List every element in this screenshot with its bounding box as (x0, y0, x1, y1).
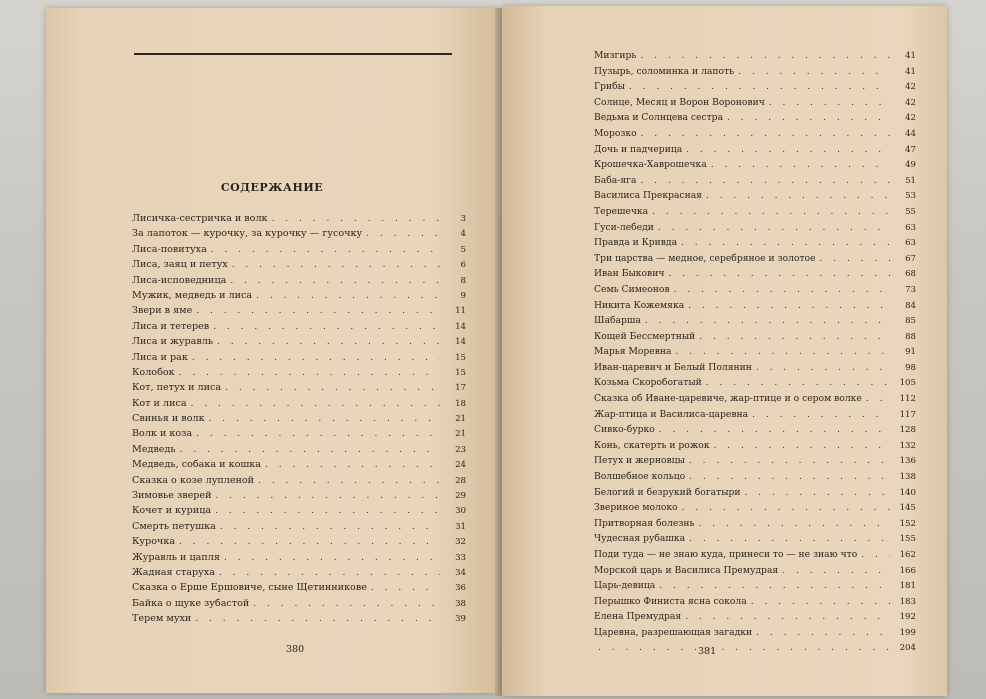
toc-entry-page: 85 (905, 316, 916, 327)
toc-leader-dots (682, 501, 890, 517)
toc-leader-dots (640, 174, 890, 190)
toc-entry-title: Сказка о козе лупленой (132, 474, 255, 486)
toc-entry (132, 303, 466, 318)
toc-leader-dots (689, 470, 890, 486)
toc-entry-title: Терем мухи (132, 613, 192, 625)
toc-entry (594, 266, 916, 282)
toc-entry-title: Звери в яме (132, 305, 193, 317)
toc-entry-page: 28 (455, 475, 466, 486)
toc-entry-page: 30 (455, 506, 466, 517)
toc-entry-title: Кощей Бессмертный (594, 330, 696, 342)
toc-entry-page: 73 (905, 284, 916, 295)
toc-entry (594, 329, 916, 345)
toc-entry-title: Лиса-исповедница (132, 274, 227, 286)
toc-entry-title: Конь, скатерть и рожок (594, 439, 710, 451)
toc-entry-page: 145 (899, 503, 916, 514)
toc-leader-dots (219, 566, 440, 581)
toc-entry (132, 442, 466, 457)
toc-entry-page: 63 (905, 238, 916, 249)
toc-list-right (594, 48, 916, 656)
toc-entry (132, 365, 466, 380)
toc-entry-page: 53 (905, 191, 916, 202)
toc-entry (132, 473, 466, 488)
toc-entry (594, 375, 916, 391)
toc-leader-dots (265, 458, 440, 473)
toc-entry-title: Иван-царевич и Белый Полянин (594, 361, 752, 373)
right-page (502, 6, 947, 696)
toc-entry-title: Гуси-лебеди (594, 221, 654, 233)
toc-leader-dots (745, 486, 890, 502)
toc-leader-dots (681, 236, 890, 252)
toc-entry-title: Правда и Кривда (594, 237, 678, 249)
toc-entry-title: Крошечка-Хаврошечка (594, 159, 707, 171)
toc-entry-title: Притворная болезнь (594, 517, 695, 529)
toc-leader-dots (689, 532, 890, 548)
toc-entry-title: За лапоток — курочку, за курочку — гусочку (132, 228, 363, 240)
toc-entry-title: Жадная старуха (132, 566, 215, 578)
toc-entry (594, 251, 916, 267)
toc-entry (594, 282, 916, 298)
toc-entry (594, 220, 916, 236)
toc-entry (132, 411, 466, 426)
toc-leader-dots (699, 330, 890, 346)
toc-entry (594, 531, 916, 547)
toc-entry-page: 98 (905, 362, 916, 373)
toc-leader-dots (659, 579, 890, 595)
toc-entry-title: Морской царь и Василиса Премудрая (594, 564, 779, 576)
toc-entry-title: Сказка об Иване-царевиче, жар-птице и о сером волке (594, 393, 862, 405)
toc-entry-page: 31 (455, 521, 466, 532)
toc-leader-dots (756, 626, 890, 642)
toc-leader-dots (645, 314, 890, 330)
toc-entry-page: 42 (905, 113, 916, 124)
toc-leader-dots (220, 520, 440, 535)
toc-entry-page: 42 (905, 97, 916, 108)
toc-entry-page: 24 (455, 460, 466, 471)
toc-entry-title: Елена Премудрая (594, 611, 682, 623)
toc-entry-page: 136 (899, 456, 916, 467)
toc-entry (594, 95, 916, 111)
toc-entry-title: Свинья и волк (132, 413, 205, 425)
toc-entry-title: Терешечка (594, 205, 649, 217)
toc-entry (132, 426, 466, 441)
toc-leader-dots (686, 143, 890, 159)
toc-entry (132, 350, 466, 365)
toc-leader-dots (689, 454, 890, 470)
toc-leader-dots (738, 65, 890, 81)
toc-entry-page: 199 (899, 627, 916, 638)
toc-entry (594, 298, 916, 314)
toc-entry (594, 79, 916, 95)
toc-title: СОДЕРЖАНИЕ (220, 181, 324, 194)
toc-entry-page: 38 (455, 598, 466, 609)
toc-leader-dots (371, 581, 440, 596)
toc-entry-page: 91 (905, 347, 916, 358)
toc-leader-dots (769, 96, 890, 112)
toc-entry-title: Белогий и безрукий богатыри (594, 486, 741, 498)
toc-leader-dots (366, 227, 440, 242)
toc-leader-dots (711, 158, 890, 174)
toc-entry-title: Грибы (594, 81, 625, 93)
toc-leader-dots (659, 423, 890, 439)
toc-leader-dots (258, 474, 440, 489)
toc-entry (594, 485, 916, 501)
toc-entry-page: 39 (455, 614, 466, 625)
toc-entry (594, 204, 916, 220)
toc-entry (594, 313, 916, 329)
toc-leader-dots (727, 111, 890, 127)
toc-entry-page: 44 (905, 128, 916, 139)
toc-entry (594, 391, 916, 407)
toc-entry-title: Дочь и падчерица (594, 143, 683, 155)
toc-entry (132, 503, 466, 518)
toc-entry-title: Шабарша (594, 315, 641, 327)
toc-entry (594, 48, 916, 64)
toc-entry-page: 32 (455, 537, 466, 548)
toc-entry (132, 488, 466, 503)
toc-entry-title: Байка о щуке зубастой (132, 597, 250, 609)
toc-entry (594, 173, 916, 189)
toc-entry-title: Сказка о Ерше Ершовиче, сыне Щетинникове (132, 582, 367, 594)
toc-leader-dots (192, 351, 440, 366)
toc-leader-dots (230, 274, 440, 289)
toc-entry-page: 55 (905, 206, 916, 217)
toc-entry-page: 18 (455, 398, 466, 409)
toc-entry (132, 288, 466, 303)
toc-leader-dots (256, 289, 440, 304)
toc-entry-title: Морозко (594, 127, 637, 139)
toc-leader-dots (179, 535, 440, 550)
toc-entry (594, 438, 916, 454)
toc-leader-dots (782, 564, 890, 580)
toc-entry-page: 51 (905, 175, 916, 186)
toc-entry-page: 155 (899, 534, 916, 545)
toc-entry-page: 6 (460, 260, 466, 271)
toc-leader-dots (216, 489, 441, 504)
toc-entry (594, 453, 916, 469)
toc-entry-title: Пузырь, соломинка и лапоть (594, 65, 735, 77)
toc-entry-page: 36 (455, 583, 466, 594)
toc-entry-page: 29 (455, 491, 466, 502)
toc-leader-dots (641, 127, 890, 143)
toc-entry-title: Лиса, заяц и петух (132, 259, 228, 271)
toc-entry-page: 166 (899, 565, 916, 576)
toc-entry-page: 105 (899, 378, 916, 389)
toc-entry-title: Три царства — медное, серебряное и золотое (594, 252, 816, 264)
toc-leader-dots (253, 597, 440, 612)
toc-entry-title: Чудесная рубашка (594, 533, 686, 545)
toc-leader-dots (756, 361, 890, 377)
toc-entry-page: 117 (899, 409, 916, 420)
toc-leader-dots (224, 551, 440, 566)
toc-entry (132, 380, 466, 395)
toc-leader-dots (640, 49, 890, 65)
toc-entry (132, 396, 466, 411)
toc-entry-page: 162 (899, 550, 916, 560)
toc-leader-dots (698, 517, 890, 533)
toc-entry-title: Медведь, собака и кошка (132, 459, 261, 471)
toc-entry (594, 126, 916, 142)
toc-leader-dots (751, 595, 890, 611)
toc-entry-page: 88 (905, 331, 916, 342)
toc-entry-page: 14 (455, 321, 466, 332)
toc-entry (132, 457, 466, 472)
toc-entry (594, 142, 916, 158)
toc-entry-page: 49 (905, 160, 916, 171)
toc-entry (594, 609, 916, 625)
toc-entry-title: Медведь (132, 443, 176, 455)
toc-entry-title: Семь Симеонов (594, 283, 670, 295)
toc-leader-dots (652, 205, 890, 221)
toc-entry (594, 594, 916, 610)
toc-leader-dots (180, 443, 440, 458)
toc-entry (594, 422, 916, 438)
toc-entry (132, 319, 466, 334)
toc-entry (594, 188, 916, 204)
toc-entry (594, 469, 916, 485)
toc-entry-title: Лиса и тетерев (132, 320, 210, 332)
toc-entry (594, 500, 916, 516)
toc-entry (594, 157, 916, 173)
toc-leader-dots (598, 641, 890, 657)
toc-leader-dots (213, 320, 440, 335)
toc-leader-dots (211, 243, 440, 258)
toc-entry-page: 183 (899, 596, 916, 607)
toc-entry-title: Царевна, разрешающая загадки (594, 626, 753, 638)
toc-entry (594, 64, 916, 80)
toc-entry (594, 360, 916, 376)
toc-entry-title: Лиса и журавль (132, 336, 214, 348)
toc-leader-dots (706, 376, 890, 392)
toc-entry-title: Кот и лиса (132, 397, 187, 409)
toc-entry-title: Лисичка-сестричка и волк (132, 213, 268, 224)
toc-entry-title: Василиса Прекрасная (594, 190, 702, 202)
toc-leader-dots (658, 221, 890, 237)
left-page (46, 8, 498, 693)
toc-entry-title: Баба-яга (594, 174, 637, 186)
toc-entry (594, 407, 916, 423)
toc-entry-title: Журавль и цапля (132, 551, 220, 563)
toc-entry-page: 204 (899, 642, 916, 653)
toc-entry (132, 211, 466, 226)
toc-leader-dots (272, 212, 440, 227)
toc-leader-dots (191, 397, 440, 412)
toc-entry-page: 3 (460, 214, 466, 224)
toc-entry-title: Поди туда — не знаю куда, принеси то — не знаю что (594, 549, 858, 560)
toc-entry-page: 23 (455, 444, 466, 455)
toc-entry-page: 140 (899, 487, 916, 498)
toc-entry (132, 596, 466, 611)
toc-entry-page: 181 (899, 581, 916, 592)
toc-entry-page: 138 (899, 472, 916, 483)
toc-entry-page: 5 (460, 244, 466, 255)
toc-entry-title: Звериное молоко (594, 502, 678, 514)
toc-leader-dots (706, 189, 890, 205)
toc-leader-dots (866, 392, 890, 408)
toc-leader-dots (688, 299, 890, 315)
toc-entry-page: 17 (455, 383, 466, 394)
toc-entry-title: Никита Кожемяка (594, 299, 685, 311)
toc-list-left (132, 211, 466, 627)
toc-leader-dots (232, 258, 440, 273)
toc-entry-page: 8 (460, 275, 466, 286)
toc-entry (594, 578, 916, 594)
page-number-left: 380 (286, 644, 305, 655)
toc-entry-title: Смерть петушка (132, 520, 216, 532)
toc-entry-page: 15 (455, 367, 466, 378)
toc-leader-dots (674, 283, 890, 299)
toc-entry-page: 14 (455, 337, 466, 348)
toc-entry-title: Козьма Скоробогатый (594, 377, 702, 389)
toc-entry-title: Марья Моревна (594, 346, 672, 358)
toc-entry (594, 625, 916, 641)
toc-entry-page: 84 (905, 300, 916, 311)
toc-leader-dots (685, 610, 890, 626)
toc-entry-title: Мужик, медведь и лиса (132, 289, 253, 301)
header-rule (134, 53, 452, 55)
toc-entry-title: Кот, петух и лиса (132, 382, 222, 394)
toc-leader-dots (196, 304, 440, 319)
toc-entry (132, 257, 466, 272)
toc-entry (594, 563, 916, 579)
toc-entry-title: Волк и коза (132, 428, 193, 440)
toc-leader-dots (217, 335, 440, 350)
toc-entry-page: 15 (455, 352, 466, 363)
toc-entry (594, 547, 916, 563)
toc-entry (594, 641, 916, 657)
toc-entry-title: Перышко Финиста ясна сокола (594, 595, 747, 607)
open-book (40, 2, 952, 699)
toc-entry-page: 42 (905, 82, 916, 93)
toc-leader-dots (668, 267, 890, 283)
toc-entry-title: Петух и жерновцы (594, 455, 685, 467)
toc-entry-title: Мизгирь (594, 50, 637, 61)
toc-leader-dots (820, 252, 890, 268)
toc-entry (132, 242, 466, 257)
toc-entry-page: 67 (905, 253, 916, 264)
toc-entry-page: 192 (899, 612, 916, 623)
toc-entry-page: 4 (460, 229, 466, 240)
toc-entry-title: Ведьма и Солнцева сестра (594, 112, 724, 124)
toc-entry-title: Лиса-повитуха (132, 243, 207, 255)
toc-entry-title: Зимовье зверей (132, 490, 212, 502)
toc-leader-dots (209, 412, 440, 427)
toc-entry (132, 565, 466, 580)
toc-entry-title: Волшебное кольцо (594, 471, 686, 483)
toc-entry-title: Колобок (132, 366, 175, 378)
toc-entry-page: 152 (899, 518, 916, 529)
toc-entry-page: 41 (905, 66, 916, 77)
toc-entry-page: 47 (905, 144, 916, 155)
toc-entry (594, 110, 916, 126)
toc-leader-dots (225, 381, 440, 396)
toc-leader-dots (629, 80, 890, 96)
toc-leader-dots (195, 612, 440, 627)
page-number-right: 381 (698, 646, 717, 657)
toc-entry-page: 112 (899, 394, 916, 405)
toc-entry-title: Курочка (132, 536, 176, 548)
toc-leader-dots (196, 427, 440, 442)
toc-entry-title: Кочет и курица (132, 505, 212, 517)
toc-entry-page: 9 (460, 290, 466, 301)
toc-entry (132, 534, 466, 549)
toc-entry (132, 611, 466, 626)
toc-entry (594, 344, 916, 360)
toc-entry-page: 33 (455, 552, 466, 563)
toc-leader-dots (752, 408, 890, 424)
toc-entry-page: 128 (899, 425, 916, 436)
toc-entry-page: 41 (905, 51, 916, 61)
toc-entry-title: Царь-девица (594, 580, 656, 592)
toc-leader-dots (861, 548, 890, 564)
toc-leader-dots (676, 345, 890, 361)
toc-entry (132, 334, 466, 349)
toc-entry (132, 550, 466, 565)
toc-entry-page: 132 (899, 440, 916, 451)
toc-entry (132, 519, 466, 534)
toc-entry-page: 63 (905, 222, 916, 233)
toc-leader-dots (215, 504, 440, 519)
toc-entry-page: 34 (455, 567, 466, 578)
toc-entry-page: 21 (455, 429, 466, 440)
toc-entry-title: Солнце, Месяц и Ворон Воронович (594, 96, 765, 108)
toc-entry-title: Сивко-бурко (594, 424, 655, 436)
toc-entry-title: Иван Быкович (594, 268, 665, 280)
toc-entry-title: Лиса и рак (132, 351, 188, 363)
toc-entry (132, 580, 466, 595)
toc-entry-title: Жар-птица и Василиса-царевна (594, 408, 749, 420)
toc-entry (132, 273, 466, 288)
toc-entry-page: 11 (455, 306, 466, 317)
toc-leader-dots (179, 366, 440, 381)
toc-entry (132, 226, 466, 241)
toc-entry (594, 516, 916, 532)
toc-leader-dots (714, 439, 890, 455)
toc-entry-page: 21 (455, 414, 466, 425)
toc-entry-page: 68 (905, 269, 916, 280)
toc-entry (594, 235, 916, 251)
